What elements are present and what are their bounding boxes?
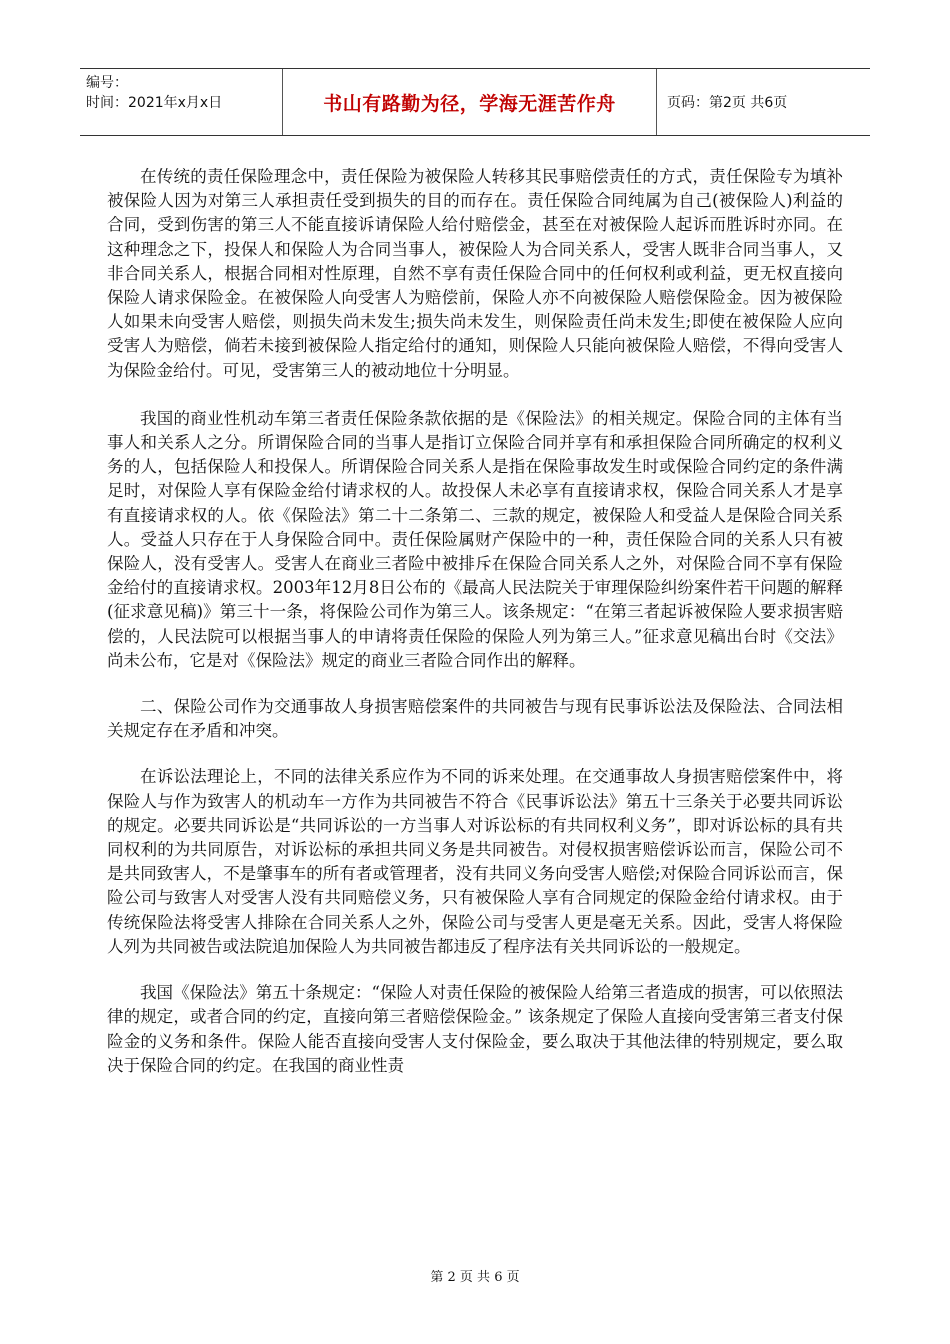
- header-meta: [80, 69, 283, 135]
- paragraph-5: 我国《保险法》第五十条规定：“保险人对责任保险的被保险人给第三者造成的损害，可以依照法律的规定，或者合同的约定，直接向第三者赔偿保险金。” 该条规定了保险人直接向受害第三者支付保险金的义务和条件。保险人能否直接向受害人支付保险金，要么取决于其他法律的特别规定，要么取决于保险合同的约定。在我国的商业性责: [107, 983, 843, 1075]
- paragraph-4: 在诉讼法理论上，不同的法律关系应作为不同的诉来处理。在交通事故人身损害赔偿案件中，将保险人与作为致害人的机动车一方作为共同被告不符合《民事诉讼法》第五十三条关于必要共同诉讼的规定。必要共同诉讼是“共同诉讼的一方当事人对诉讼标的有共同权利义务”，即对诉讼标的具有共同权利的为共同原告，对诉讼标的承担共同义务是共同被告。对侵权损害赔偿诉讼而言，保险公司不是共同致害人，不是肇事车的所有者或管理者，没有共同义务向受害人赔偿;对保险合同诉讼而言，保险公司与致害人对受害人没有共同赔偿义务，只有被保险人享有合同规定的保险金给付请求权。由于传统保险法将受害人排除在合同关系人之外，保险公司与受害人更是毫无关系。因此，受害人将保险人列为共同被告或法院追加保险人为共同被告都违反了程序法有关共同诉讼的一般规定。: [107, 767, 843, 956]
- document-time-label: 时间：2021年x月x日: [86, 95, 223, 111]
- page-header: [80, 68, 870, 136]
- paragraph-3: 二、保险公司作为交通事故人身损害赔偿案件的共同被告与现有民事诉讼法及保险法、合同法相关规定存在矛盾和冲突。: [107, 697, 843, 741]
- paragraph-1: 在传统的责任保险理念中，责任保险为被保险人转移其民事赔偿责任的方式，责任保险专为填补被保险人因为对第三人承担责任受到损失的目的而存在。责任保险合同纯属为自己(被保险人)利益的合同，受到伤害的第三人不能直接诉请保险人给付赔偿金，甚至在对被保险人起诉而胜诉时亦同。在这种理念之下，投保人和保险人为合同当事人，被保险人为合同关系人，受害人既非合同当事人，又非合同关系人，根据合同相对性原理，自然不享有责任保险合同中的任何权利或利益，更无权直接向保险人请求保险金。在被保险人向受害人为赔偿前，保险人亦不向被保险人赔偿保险金。因为被保险人如果未向受害人赔偿，则损失尚未发生;损失尚未发生，则保险责任尚未发生;即使在被保险人应向受害人为赔偿，倘若未接到被保险人指定给付的通知，则保险人只能向被保险人赔偿，不得向受害人为保险金给付。可见，受害第三人的被动地位十分明显。: [107, 167, 843, 380]
- document-body: [107, 165, 843, 1100]
- paragraph-2: 我国的商业性机动车第三者责任保险条款依据的是《保险法》的相关规定。保险合同的主体有当事人和关系人之分。所谓保险合同的当事人是指订立保险合同并享有和承担保险合同所确定的权利义务的人，包括保险人和投保人。所谓保险合同关系人是指在保险事故发生时或保险合同约定的条件满足时，对保险人享有保险金给付请求权的人。故投保人未必享有直接请求权，保险合同关系人才是享有直接请求权的人。依《保险法》第二十二条第二、三款的规定，被保险人和受益人是保险合同关系人。受益人只存在于人身保险合同中。责任保险属财产保险中的一种，责任保险合同的关系人只有被保险人，没有受害人。受害人在商业三者险中被排斥在保险合同关系人之外，对保险合同不享有保险金给付的直接请求权。2003年12月8日公布的《最高人民法院关于审理保险纠纷案件若干问题的解释(征求意见稿)》第三十一条，将保险公司作为第三人。该条规定：“在第三者起诉被保险人要求损害赔偿的，人民法院可以根据当事人的申请将责任保险的保险人列为第三人。”征求意见稿出台时《交法》尚未公布，它是对《保险法》规定的商业三者险合同作出的解释。: [107, 408, 843, 670]
- header-page-label: 页码：第2页 共6页: [667, 95, 788, 111]
- page-footer: 第 2 页 共 6 页: [430, 1270, 520, 1285]
- header-motto: 书山有路勤为径，学海无涯苦作舟: [283, 69, 657, 135]
- document-number-label: 编号：: [86, 75, 128, 91]
